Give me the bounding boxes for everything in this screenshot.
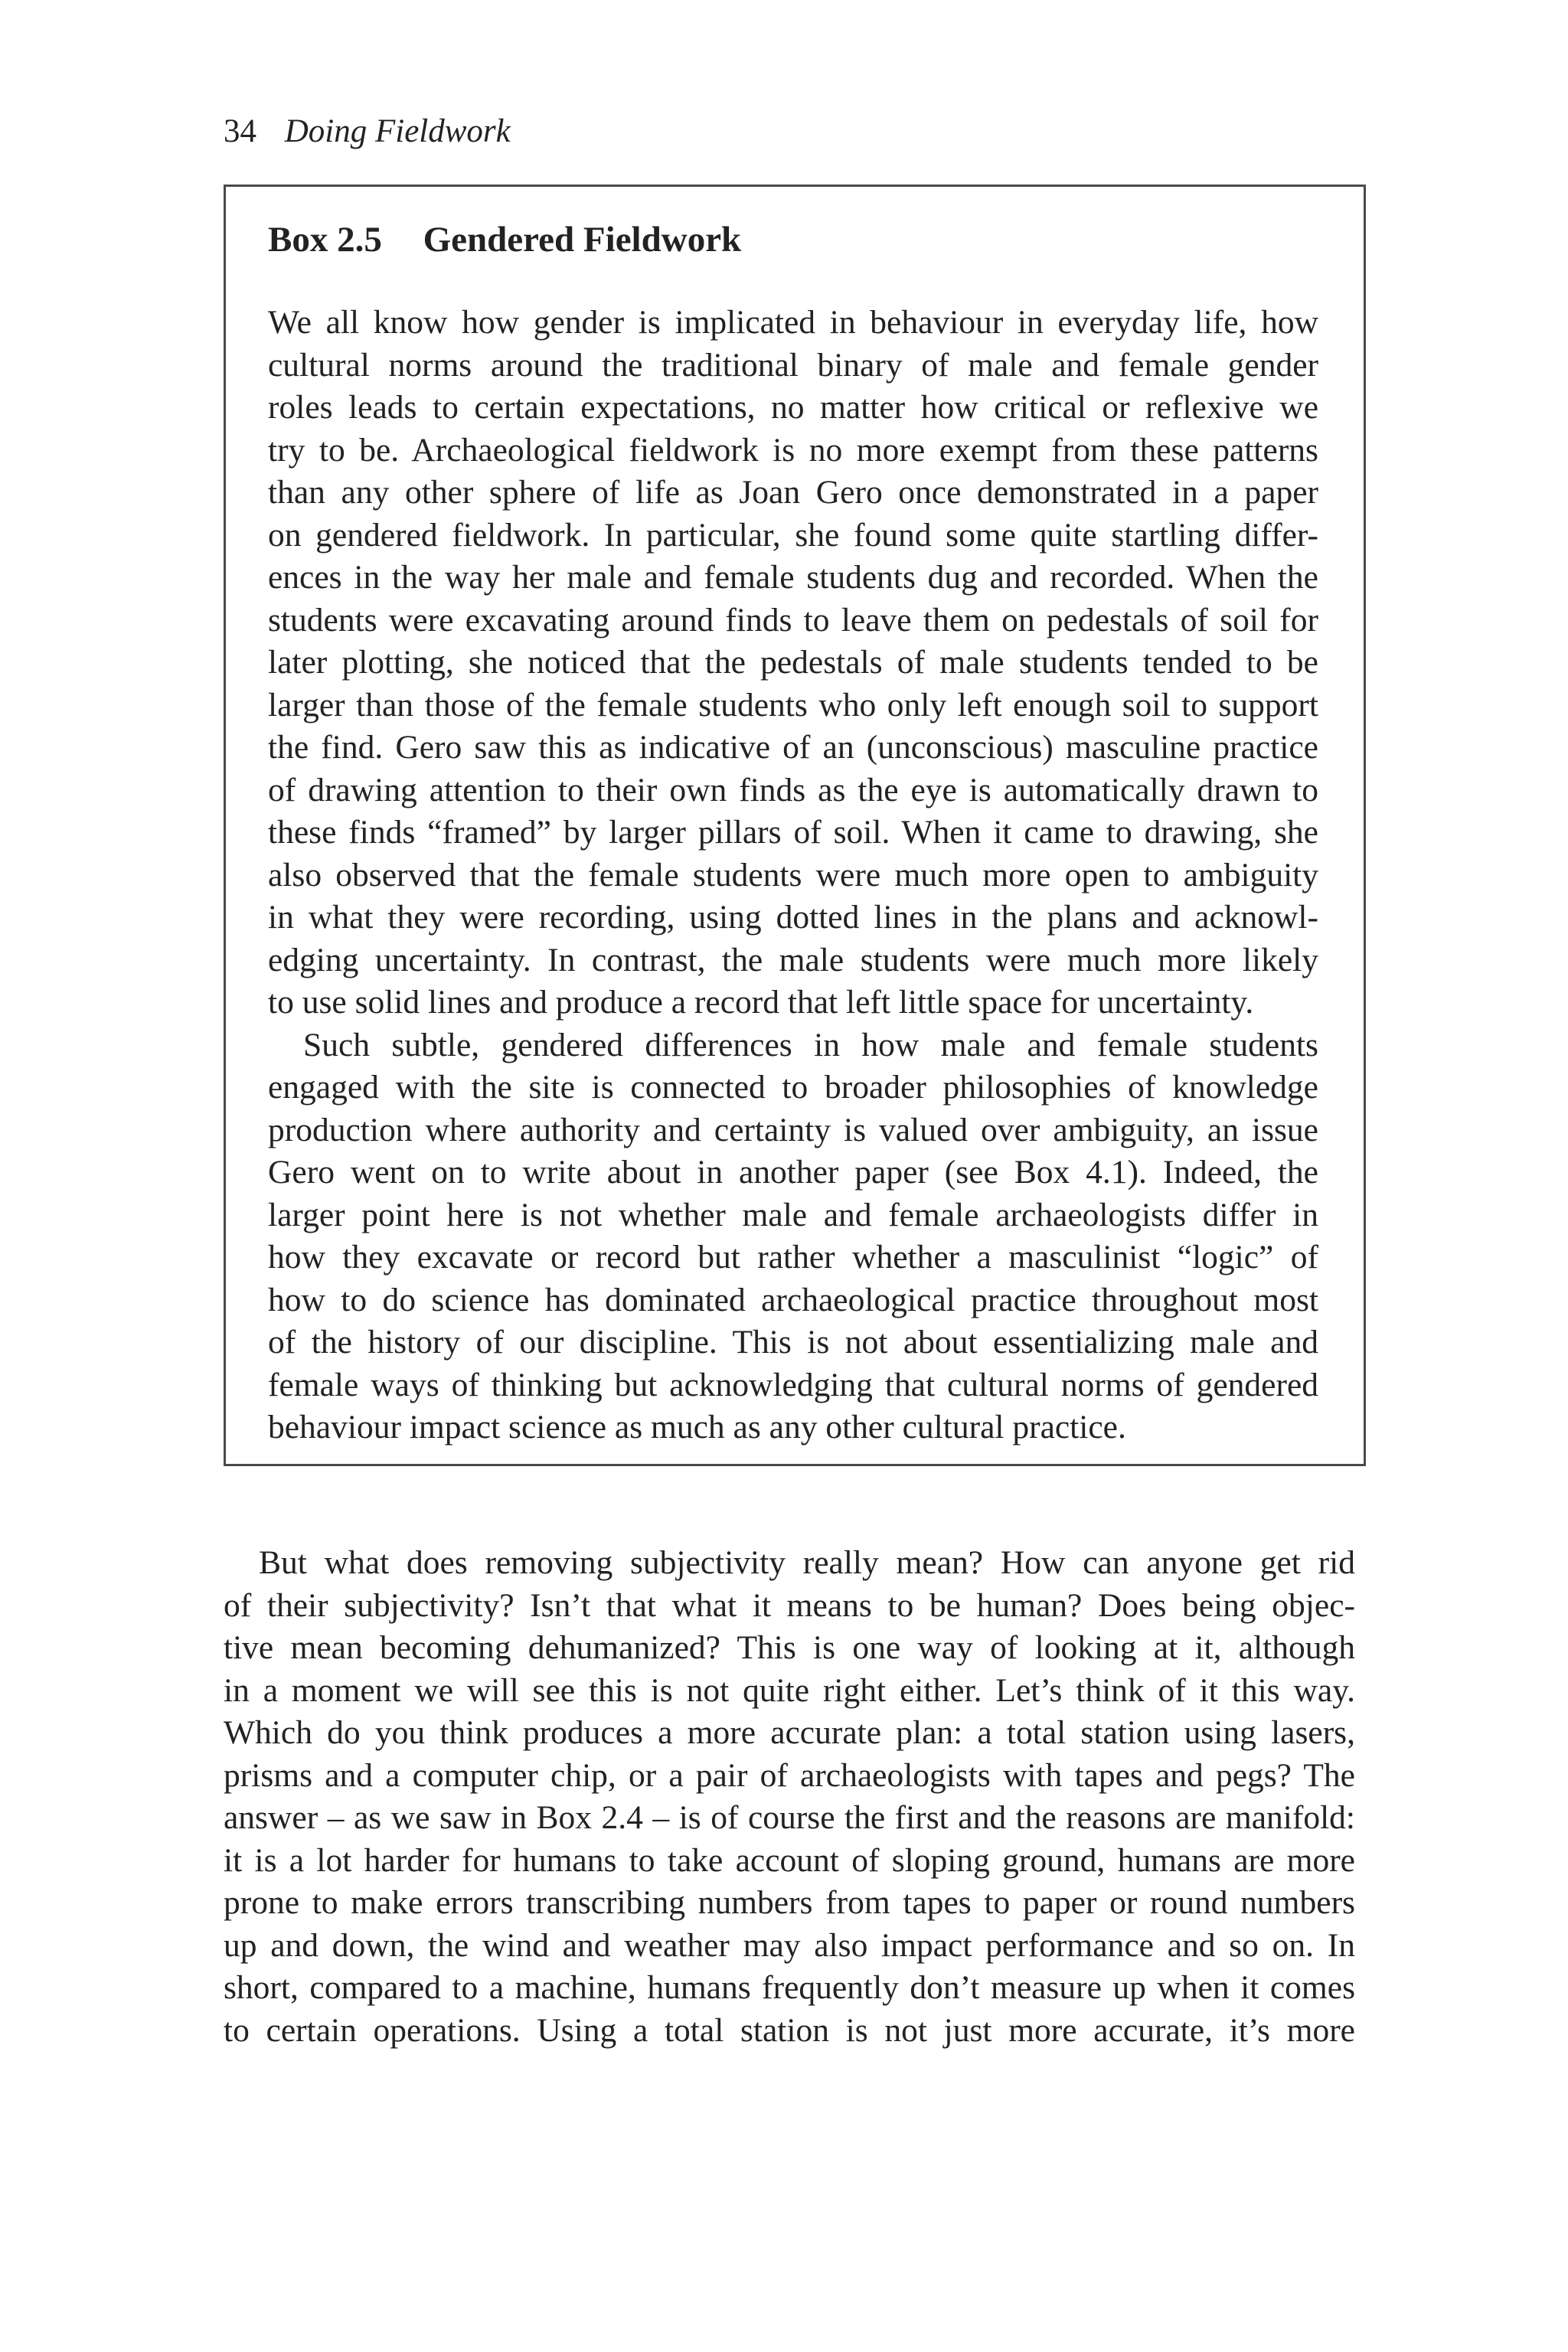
box-text-line: to use solid lines and produce a record that left little space for uncertainty. — [268, 984, 1254, 1021]
box-text-line: larger than those of the female students who only left enough soil to support — [268, 686, 1318, 724]
body-text-line: short, compared to a machine, humans frequently don’t measure up when it comes — [224, 1969, 1355, 2006]
box-text-line: We all know how gender is implicated in behaviour in everyday life, how — [268, 304, 1318, 341]
box-text-line: later plotting, she noticed that the pedestals of male students tended to be — [268, 644, 1318, 681]
body-text-line: to certain operations. Using a total station is not just more accurate, it’s more — [224, 2011, 1355, 2049]
body-text-line: of their subjectivity? Isn’t that what it means to be human? Does being objec- — [224, 1586, 1355, 1624]
box-text-line: behaviour impact science as much as any other cultural practice. — [268, 1409, 1126, 1446]
box-text-line: students were excavating around finds to leave them on pedestals of soil for — [268, 601, 1318, 639]
running-title: Doing Fieldwork — [284, 113, 511, 149]
box-text-line: ences in the way her male and female students dug and recorded. When the — [268, 559, 1318, 596]
box-text-line: production where authority and certainty is valued over ambiguity, an issue — [268, 1111, 1318, 1148]
running-header — [224, 112, 511, 152]
body-text-line: prisms and a computer chip, or a pair of archaeologists with tapes and pegs? The — [224, 1756, 1355, 1794]
box-text-line: cultural norms around the traditional binary of male and female gender — [268, 346, 1318, 384]
body-text-line: it is a lot harder for humans to take account of sloping ground, humans are more — [224, 1841, 1355, 1879]
box-text-line: Such subtle, gendered differences in how male and female students — [303, 1026, 1318, 1063]
body-text-line: answer – as we saw in Box 2.4 – is of course the first and the reasons are manifold: — [224, 1799, 1355, 1836]
box-title: Gendered Fieldwork — [423, 220, 742, 260]
box-text-line: of drawing attention to their own finds as the eye is automatically drawn to — [268, 771, 1318, 808]
box-text-line: how they excavate or record but rather whether a masculinist “logic” of — [268, 1239, 1318, 1276]
box-label: Box 2.5 — [268, 220, 382, 260]
box-text-line: how to do science has dominated archaeological practice throughout most — [268, 1281, 1318, 1318]
box-text-line: these finds “framed” by larger pillars of soil. When it came to drawing, she — [268, 814, 1318, 851]
box-text-line: of the history of our discipline. This is not about essentializing male and — [268, 1324, 1318, 1361]
box-text-line: edging uncertainty. In contrast, the male students were much more likely — [268, 941, 1318, 978]
page-number: 34 — [224, 113, 256, 149]
body-paragraph — [224, 1542, 1355, 2052]
body-text-line: But what does removing subjectivity really mean? How can anyone get rid — [259, 1544, 1355, 1581]
box-text-line: Gero went on to write about in another paper (see Box 4.1). Indeed, the — [268, 1154, 1318, 1191]
body-text-line: tive mean becoming dehumanized? This is one way of looking at it, although — [224, 1629, 1355, 1666]
text-box — [224, 185, 1366, 1466]
body-text-line: in a moment we will see this is not quite right either. Let’s think of it this way. — [224, 1671, 1355, 1709]
box-text-line: larger point here is not whether male and female archaeologists differ in — [268, 1196, 1318, 1233]
box-text-line: female ways of thinking but acknowledging that cultural norms of gendered — [268, 1366, 1318, 1403]
box-text-line: the find. Gero saw this as indicative of an (unconscious) masculine practice — [268, 729, 1318, 766]
box-text-line: try to be. Archaeological fieldwork is no more exempt from these patterns — [268, 431, 1318, 469]
box-text-line: also observed that the female students were much more open to ambiguity — [268, 856, 1318, 893]
box-body — [268, 302, 1318, 1449]
box-text-line: in what they were recording, using dotted lines in the plans and acknowl- — [268, 899, 1318, 936]
box-text-line: roles leads to certain expectations, no matter how critical or reflexive we — [268, 389, 1318, 426]
body-text-line: up and down, the wind and weather may also impact performance and so on. In — [224, 1926, 1355, 1964]
body-text-line: prone to make errors transcribing numbers from tapes to paper or round numbers — [224, 1884, 1355, 1921]
body-text-line: Which do you think produces a more accurate plan: a total station using lasers, — [224, 1714, 1355, 1751]
box-heading — [268, 219, 741, 260]
box-text-line: than any other sphere of life as Joan Gero once demonstrated in a paper — [268, 474, 1318, 511]
box-text-line: engaged with the site is connected to broader philosophies of knowledge — [268, 1069, 1318, 1106]
box-text-line: on gendered fieldwork. In particular, she found some quite startling differ- — [268, 516, 1318, 554]
